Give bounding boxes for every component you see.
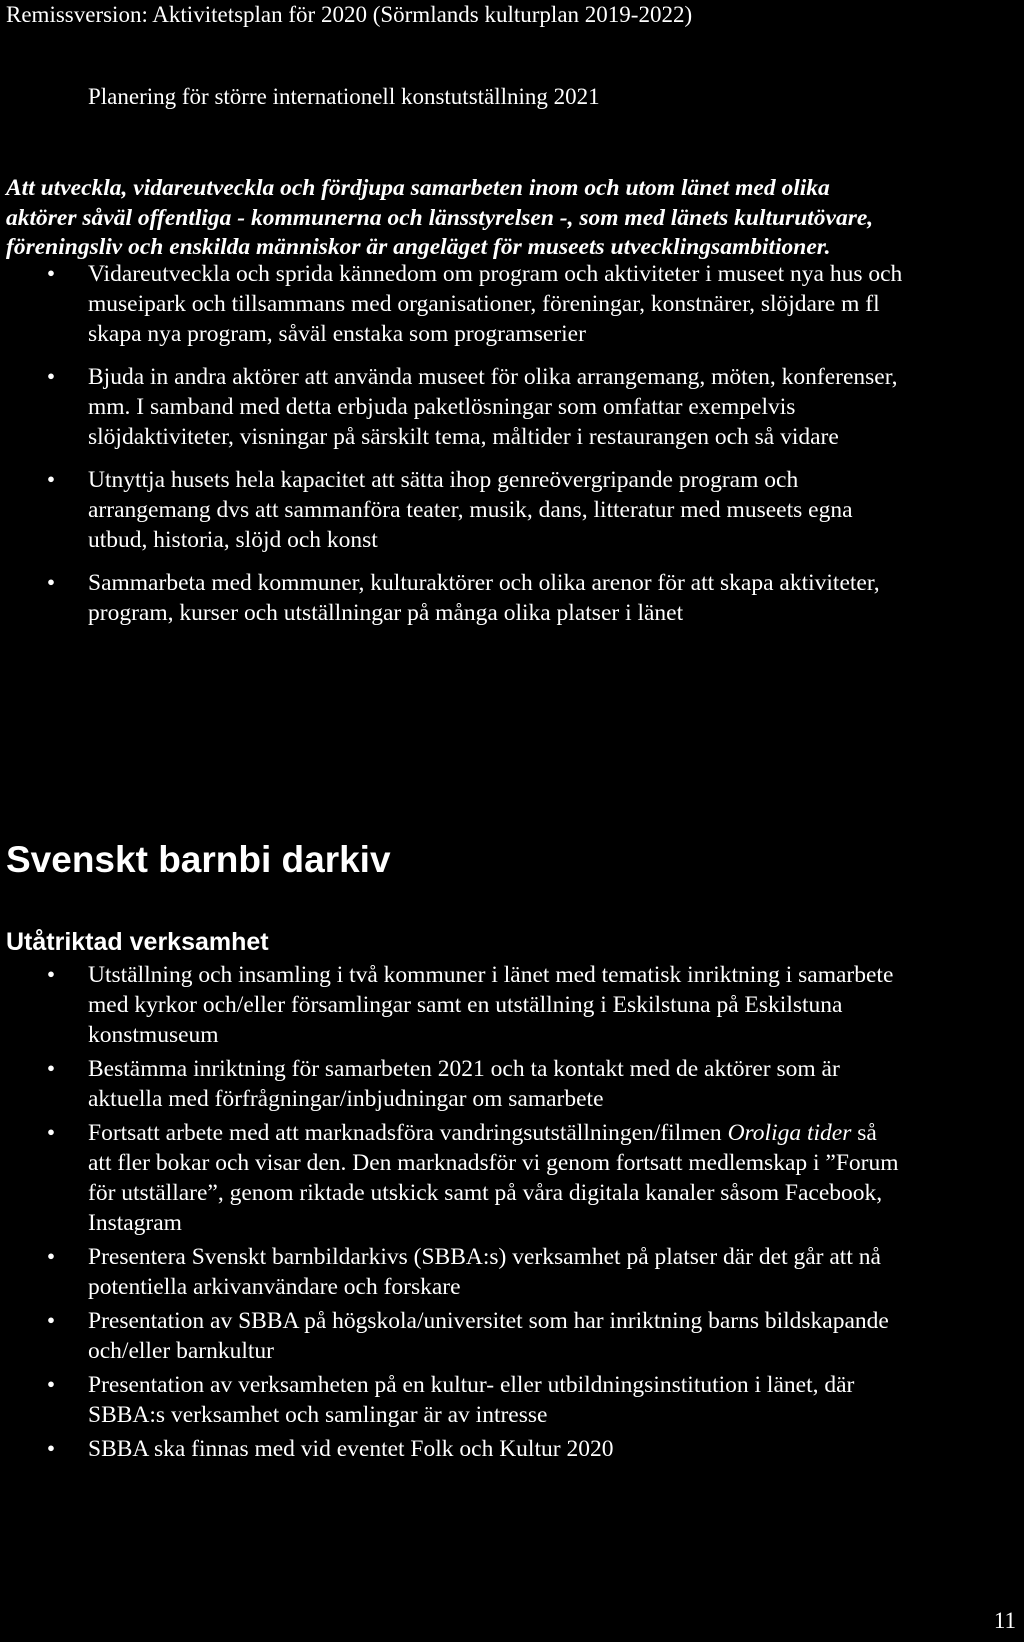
list-item-line: SBBA:s verksamhet och samlingar är av intresse	[88, 1402, 548, 1428]
list-item-line: Vidareutveckla och sprida kännedom om program och aktiviteter i museet nya hus och	[88, 261, 903, 287]
bullet-icon: •	[46, 467, 56, 493]
intro-paragraph	[6, 174, 1016, 263]
list-item-line: SBBA ska finnas med vid eventet Folk och Kultur 2020	[88, 1436, 614, 1462]
list-item-line: och/eller barnkultur	[88, 1338, 274, 1364]
list-item-line: arrangemang dvs att sammanföra teater, musik, dans, litteratur med museets egna	[88, 497, 853, 523]
list-item-line: med kyrkor och/eller församlingar samt en utställning i Eskilstuna på Eskilstuna	[88, 992, 843, 1018]
list-item-line: skapa nya program, såväl enstaka som programserier	[88, 321, 586, 347]
bullet-icon: •	[46, 1308, 56, 1334]
list-item	[0, 1370, 1020, 1430]
list-item	[0, 1434, 1020, 1464]
list-item-line: Fortsatt arbete med att marknadsföra vandringsutställningen/filmen Oroliga tider så	[88, 1120, 877, 1146]
list-item-line: Instagram	[88, 1210, 182, 1236]
list-item	[0, 960, 1020, 1050]
list-item-line: för utställare”, genom riktade utskick samt på våra digitala kanaler såsom Facebook,	[88, 1180, 883, 1206]
list-item	[0, 1118, 1020, 1238]
intro-line: föreningsliv och enskilda människor är angeläget för museets utvecklingsambitioner.	[6, 234, 831, 260]
list-item-line: museipark och tillsammans med organisationer, föreningar, konstnärer, slöjdare m fl	[88, 291, 880, 317]
list-item-line: att fler bokar och visar den. Den marknadsför vi genom fortsatt medlemskap i ”Forum	[88, 1150, 899, 1176]
bullet-icon: •	[46, 364, 56, 390]
list-item-line: Utställning och insamling i två kommuner i länet med tematisk inriktning i samarbete	[88, 962, 894, 988]
list-item-line: Sammarbeta med kommuner, kulturaktörer och olika arenor för att skapa aktiviteter,	[88, 570, 880, 596]
list-item	[0, 1054, 1020, 1114]
document-header: Remissversion: Aktivitetsplan för 2020 (Sörmlands kulturplan 2019-2022)	[6, 2, 693, 27]
list-item-line: aktuella med förfrågningar/inbjudningar om samarbete	[88, 1086, 604, 1112]
bullet-icon: •	[46, 570, 56, 596]
list-item-line: Presentation av SBBA på högskola/universitet som har inriktning barns bildskapande	[88, 1308, 889, 1334]
document-subheader: Planering för större internationell konstutställning 2021	[88, 84, 600, 109]
section-heading: Svenskt barnbi darkiv	[6, 839, 391, 880]
bullet-icon: •	[46, 1244, 56, 1270]
list-item	[0, 362, 1020, 452]
outreach-list	[0, 960, 1020, 1468]
bullet-icon: •	[46, 261, 56, 287]
list-item-line: slöjdaktiviteter, visningar på särskilt tema, måltider i restaurangen och så vidare	[88, 424, 839, 450]
film-title: Oroliga tider	[727, 1120, 852, 1146]
list-item	[0, 259, 1020, 349]
list-item-line: potentiella arkivanvändare och forskare	[88, 1274, 461, 1300]
list-item-line: Bjuda in andra aktörer att använda museet för olika arrangemang, möten, konferenser,	[88, 364, 898, 390]
bullet-icon: •	[46, 1056, 56, 1082]
list-item	[0, 1242, 1020, 1302]
bullet-icon: •	[46, 1436, 56, 1462]
list-item	[0, 1306, 1020, 1366]
bullet-icon: •	[46, 1372, 56, 1398]
bullet-icon: •	[46, 962, 56, 988]
list-item-line: program, kurser och utställningar på många olika platser i länet	[88, 600, 684, 626]
section-subheading: Utåtriktad verksamhet	[6, 928, 269, 956]
list-item	[0, 465, 1020, 555]
list-item-line: mm. I samband med detta erbjuda paketlösningar som omfattar exempelvis	[88, 394, 796, 420]
list-item-line: Presentera Svenskt barnbildarkivs (SBBA:s) verksamhet på platser där det går att nå	[88, 1244, 881, 1270]
list-item-line: utbud, historia, slöjd och konst	[88, 527, 378, 553]
list-item-line: konstmuseum	[88, 1022, 219, 1048]
intro-line: Att utveckla, vidareutveckla och fördjupa samarbeten inom och utom länet med olika	[6, 175, 830, 201]
activities-list	[0, 259, 1020, 641]
list-item-line: Presentation av verksamheten på en kultur- eller utbildningsinstitution i länet, där	[88, 1372, 855, 1398]
list-item-line: Utnyttja husets hela kapacitet att sätta ihop genreövergripande program och	[88, 467, 799, 493]
intro-line: aktörer såväl offentliga - kommunerna och länsstyrelsen -, som med länets kulturutövare,	[6, 204, 874, 231]
page-number: 11	[993, 1608, 1016, 1633]
list-item	[0, 568, 1020, 628]
list-item-line: Bestämma inriktning för samarbeten 2021 och ta kontakt med de aktörer som är	[88, 1056, 840, 1082]
bullet-icon: •	[46, 1120, 56, 1146]
